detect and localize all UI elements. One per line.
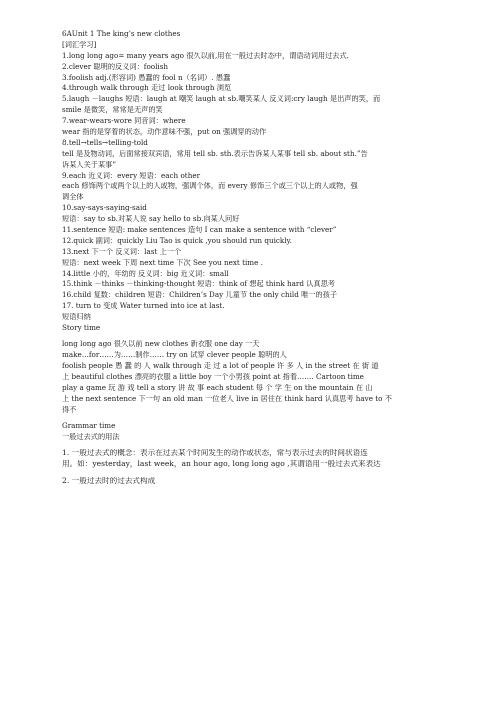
story-line: make…for……为……制作…… try on 试穿 clever people 聪明的人 (62, 351, 287, 360)
document-page (62, 30, 434, 488)
story-line: long long ago 很久以前 new clothes 新衣服 one day 一天 (62, 340, 260, 349)
vocab-line: 7.wear-wears-wore 同音词：where (62, 117, 186, 126)
vocab-line: 10.say-says-saying-said (62, 204, 147, 213)
grammar-line: 1. 一般过去式的概念：表示在过去某个时间发生的动作或状态，常与表示过去的时间状语连 (62, 449, 368, 458)
vocab-line: 12.quick 副词：quickly Liu Tao is quick ,you should run quickly. (62, 236, 292, 245)
story-line: play a game 玩 游 戏 tell a story 讲 故 事 each student 每 个 学 生 on the mountain 在 山 (62, 384, 373, 392)
vocab-line: 2.clever 聪明的反义词：foolish (62, 62, 169, 71)
grammar-line: 2. 一般过去时的过去式构成 (62, 476, 156, 485)
grammar-subheading: 一般过去式的用法 (62, 433, 120, 442)
story-line: 上 beautiful clothes 漂亮的衣服 a little boy 一个小男孩 point at 指着……. Cartoon time (62, 373, 364, 382)
story-heading: Story time (62, 324, 101, 333)
grammar-line: 用。如：yesterday，last week，an hour ago, long long ago ,其谓语用一般过去式来表达 (62, 460, 381, 469)
vocab-line: 诉某人关于某事” (62, 160, 116, 169)
vocab-heading: [词汇学习] (62, 40, 97, 49)
vocab-line: 4.through walk through 走过 look through 浏览 (62, 84, 232, 93)
grammar-heading: Grammar time (62, 422, 116, 431)
story-line: 上 the next sentence 下一句 an old man 一位老人 live in 居住在 think hard 认真思考 have to 不 (62, 394, 392, 403)
vocab-line: 5.laugh －laughs 短语：laugh at 嘲笑 laugh at sb.嘲笑某人 反义词:cry laugh 是出声的笑，而 (62, 95, 381, 104)
vocab-line: 15.think －thinks －thinking-thought 短语：think of 想起 think hard 认真思考 (62, 280, 335, 289)
story-line: 得不 (62, 405, 77, 414)
vocab-line: tell 是及物动词，后面常接双宾语，常用 tell sb. sth.表示告诉某人某事 tell sb. about sth.”告 (62, 149, 368, 158)
vocab-line: each 修饰两个或两个以上的人或物，强调个体，而 every 修饰三个或三个以上的人或物，强 (62, 182, 358, 191)
vocab-line: 13.next 下一个 反义词：last 上一个 (62, 247, 182, 256)
vocab-line: 9.each 近义词：every 短语：each other (62, 171, 201, 180)
vocab-line: 17. turn to 变成 Water turned into ice at last. (62, 302, 225, 311)
vocab-line: 1.long long ago= many years ago 很久以前,用在一般过去时态中，谓语动词用过去式. (62, 51, 349, 60)
vocab-line: 11.sentence 短语: make sentences 造句 I can make a sentence with “clever” (62, 226, 337, 235)
vocab-line: 14.little 小的，年幼的 反义词：big 近义词：small (62, 269, 229, 278)
summary-heading: 短语归纳 (62, 313, 91, 322)
doc-title: 6AUnit 1 The king’s new clothes (62, 30, 181, 38)
vocab-line: 调全体 (62, 193, 84, 202)
story-line: foolish people 愚 蠢 的 人 walk through 走 过 a lot of people 许 多 人 in the street 在 街 道 (62, 362, 379, 371)
vocab-line: 8.tell→tells→telling-told (62, 138, 148, 147)
vocab-line: 16.child 复数：children 短语：Children’s Day 儿童节 the only child 唯一的孩子 (62, 291, 338, 300)
story-phrase-list (62, 340, 434, 416)
grammar-content (62, 449, 434, 487)
vocab-line: 短语：next week 下周 next time 下次 See you next time . (62, 258, 263, 267)
vocab-list (62, 52, 434, 313)
vocab-line: smile 是微笑，常常是无声的笑 (62, 106, 163, 115)
vocab-line: 短语：say to sb.对某人说 say hello to sb.向某人问好 (62, 215, 240, 224)
vocab-line: wear 指的是穿着的状态，动作意味不强，put on 强调穿的动作 (62, 128, 267, 137)
vocab-line: 3.foolish adj.(形容词) 愚蠢的 fool n（名词）. 愚蠢 (62, 73, 231, 82)
